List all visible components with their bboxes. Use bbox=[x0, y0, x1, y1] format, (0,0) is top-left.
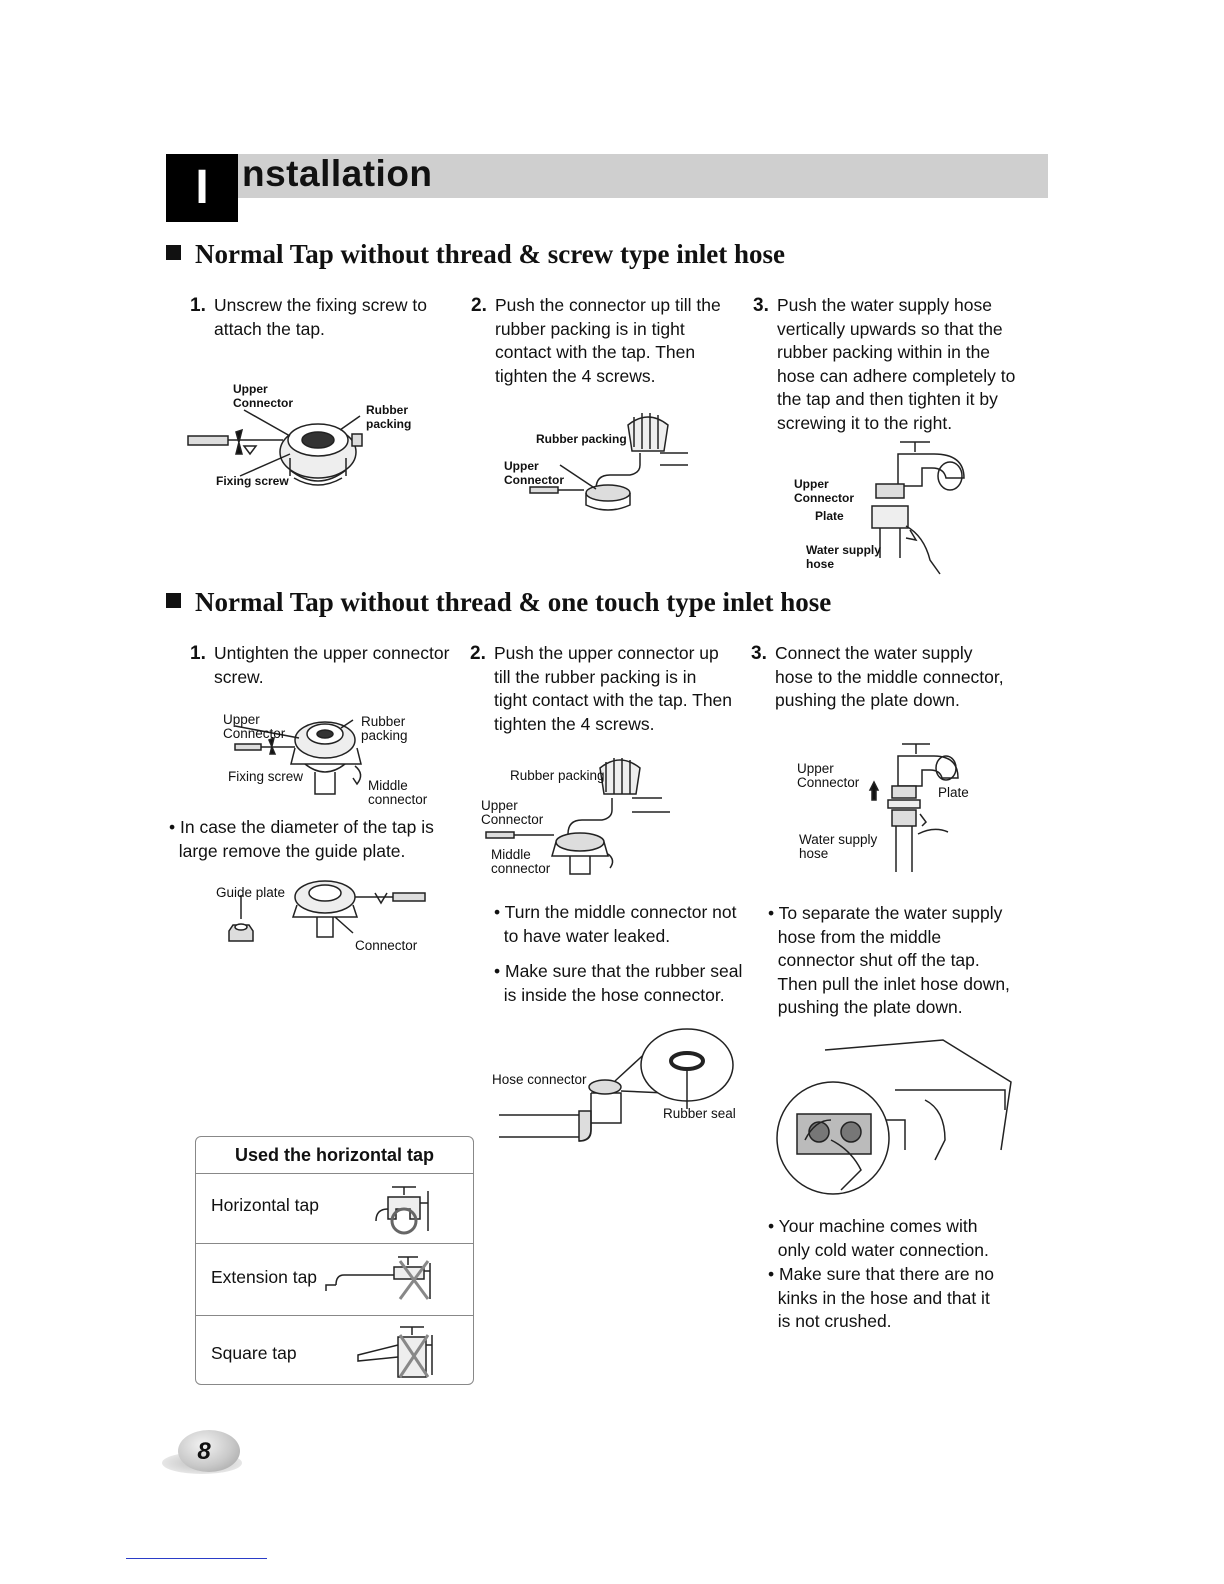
extension-tap-icon bbox=[314, 1251, 434, 1311]
step-number: 1. bbox=[190, 643, 206, 664]
section2-heading-text: Normal Tap without thread & one touch type inlet hose bbox=[195, 587, 832, 617]
tap-row-label: Extension tap bbox=[211, 1267, 318, 1287]
footer-link-underline bbox=[126, 1558, 267, 1559]
table-row bbox=[196, 1243, 473, 1316]
section1-heading-text: Normal Tap without thread & screw type inlet hose bbox=[195, 239, 786, 269]
s2-fig2-upper-connector-label: Upper Connector bbox=[481, 798, 544, 827]
section2-heading bbox=[166, 586, 831, 618]
step-number: 3. bbox=[751, 643, 767, 664]
fig3-plate-label: Plate bbox=[815, 509, 844, 523]
fig3-upper-connector-label: Upper Connector bbox=[794, 477, 854, 505]
bullet-separate-hose: • To separate the water supply hose from the middle connector shut off the tap. Then pull the inlet hose down, pushing the plate down. bbox=[768, 903, 1010, 1017]
horizontal-tap-icon bbox=[368, 1181, 438, 1237]
bullet-middle-connector-leak: • Turn the middle connector not to have water leaked. bbox=[494, 902, 737, 946]
fig2-rubber-packing-label: Rubber packing bbox=[536, 432, 627, 446]
fig1-rubber-packing-label: Rubber packing bbox=[366, 403, 412, 431]
tap-type-table bbox=[195, 1136, 474, 1385]
step-text: Connect the water supply hose to the middle connector, pushing the plate down. bbox=[775, 643, 1004, 710]
fig1-upper-connector-label: Upper Connector bbox=[233, 382, 293, 410]
table-row bbox=[196, 1315, 473, 1385]
square-tap-icon bbox=[348, 1321, 438, 1383]
rubber-seal-label: Rubber seal bbox=[663, 1106, 736, 1121]
step-text: Push the water supply hose vertically upwards so that the rubber packing within in the hose can adhere completely to the tap and then tighten it by screwing it to the right. bbox=[777, 295, 1016, 433]
fig2-upper-connector-label: Upper Connector bbox=[504, 459, 564, 487]
bullet-cold-water: • Your machine comes with only cold water connection. bbox=[768, 1216, 989, 1260]
s2-fig1-middle-connector-label: Middle connector bbox=[368, 778, 428, 807]
tap-table-title: Used the horizontal tap bbox=[196, 1137, 473, 1174]
s2-fig2-rubber-packing-label: Rubber packing bbox=[510, 768, 605, 783]
step-number: 1. bbox=[190, 295, 206, 316]
s2-fig3-plate-label: Plate bbox=[938, 785, 969, 800]
step-number: 3. bbox=[753, 295, 769, 316]
step-text: Untighten the upper connector screw. bbox=[214, 643, 450, 687]
step-text: Push the upper connector up till the rubber packing is in tight contact with the tap. Then tighten the 4 screws. bbox=[494, 643, 733, 734]
s2-fig1-rubber-packing-label: Rubber packing bbox=[361, 714, 408, 743]
tap-row-label: Square tap bbox=[211, 1343, 297, 1363]
bullet-no-kinks: • Make sure that there are no kinks in the hose and that it is not crushed. bbox=[768, 1264, 994, 1331]
bullet-rubber-seal: • Make sure that the rubber seal is inside the hose connector. bbox=[494, 961, 743, 1005]
s2-fig1-upper-connector-label: Upper Connector bbox=[223, 712, 286, 741]
section1-heading bbox=[166, 238, 785, 270]
fig1-fixing-screw-label: Fixing screw bbox=[216, 474, 289, 488]
bullet-guide-plate-note: • In case the diameter of the tap is large remove the guide plate. bbox=[169, 817, 434, 861]
connector-label: Connector bbox=[355, 938, 418, 953]
step-number: 2. bbox=[470, 643, 486, 664]
page-title: nstallation bbox=[242, 153, 433, 194]
hose-connector-illustration bbox=[495, 1025, 745, 1155]
fig3-water-supply-hose-label: Water supply hose bbox=[806, 543, 881, 571]
table-row bbox=[196, 1173, 473, 1244]
s2-fig2-middle-connector-label: Middle connector bbox=[491, 847, 551, 876]
step-text: Push the connector up till the rubber packing is in tight contact with the tap. Then tighten the 4 screws. bbox=[495, 295, 721, 386]
header-initial: I bbox=[195, 161, 209, 214]
guide-plate-label: Guide plate bbox=[216, 885, 286, 900]
step-number: 2. bbox=[471, 295, 487, 316]
hose-connector-label: Hose connector bbox=[492, 1072, 587, 1087]
machine-inlet-illustration bbox=[775, 1030, 1020, 1205]
bullet-square-icon bbox=[166, 245, 181, 260]
s2-fig1-fixing-screw-label: Fixing screw bbox=[228, 769, 304, 784]
page-number: 8 bbox=[197, 1438, 211, 1465]
bullet-square-icon bbox=[166, 593, 181, 608]
s2-fig3-upper-connector-label: Upper Connector bbox=[797, 761, 860, 790]
s2-fig3-water-supply-hose-label: Water supply hose bbox=[799, 832, 878, 861]
step-text: Unscrew the fixing screw to attach the tap. bbox=[214, 295, 427, 339]
tap-row-label: Horizontal tap bbox=[211, 1195, 319, 1215]
